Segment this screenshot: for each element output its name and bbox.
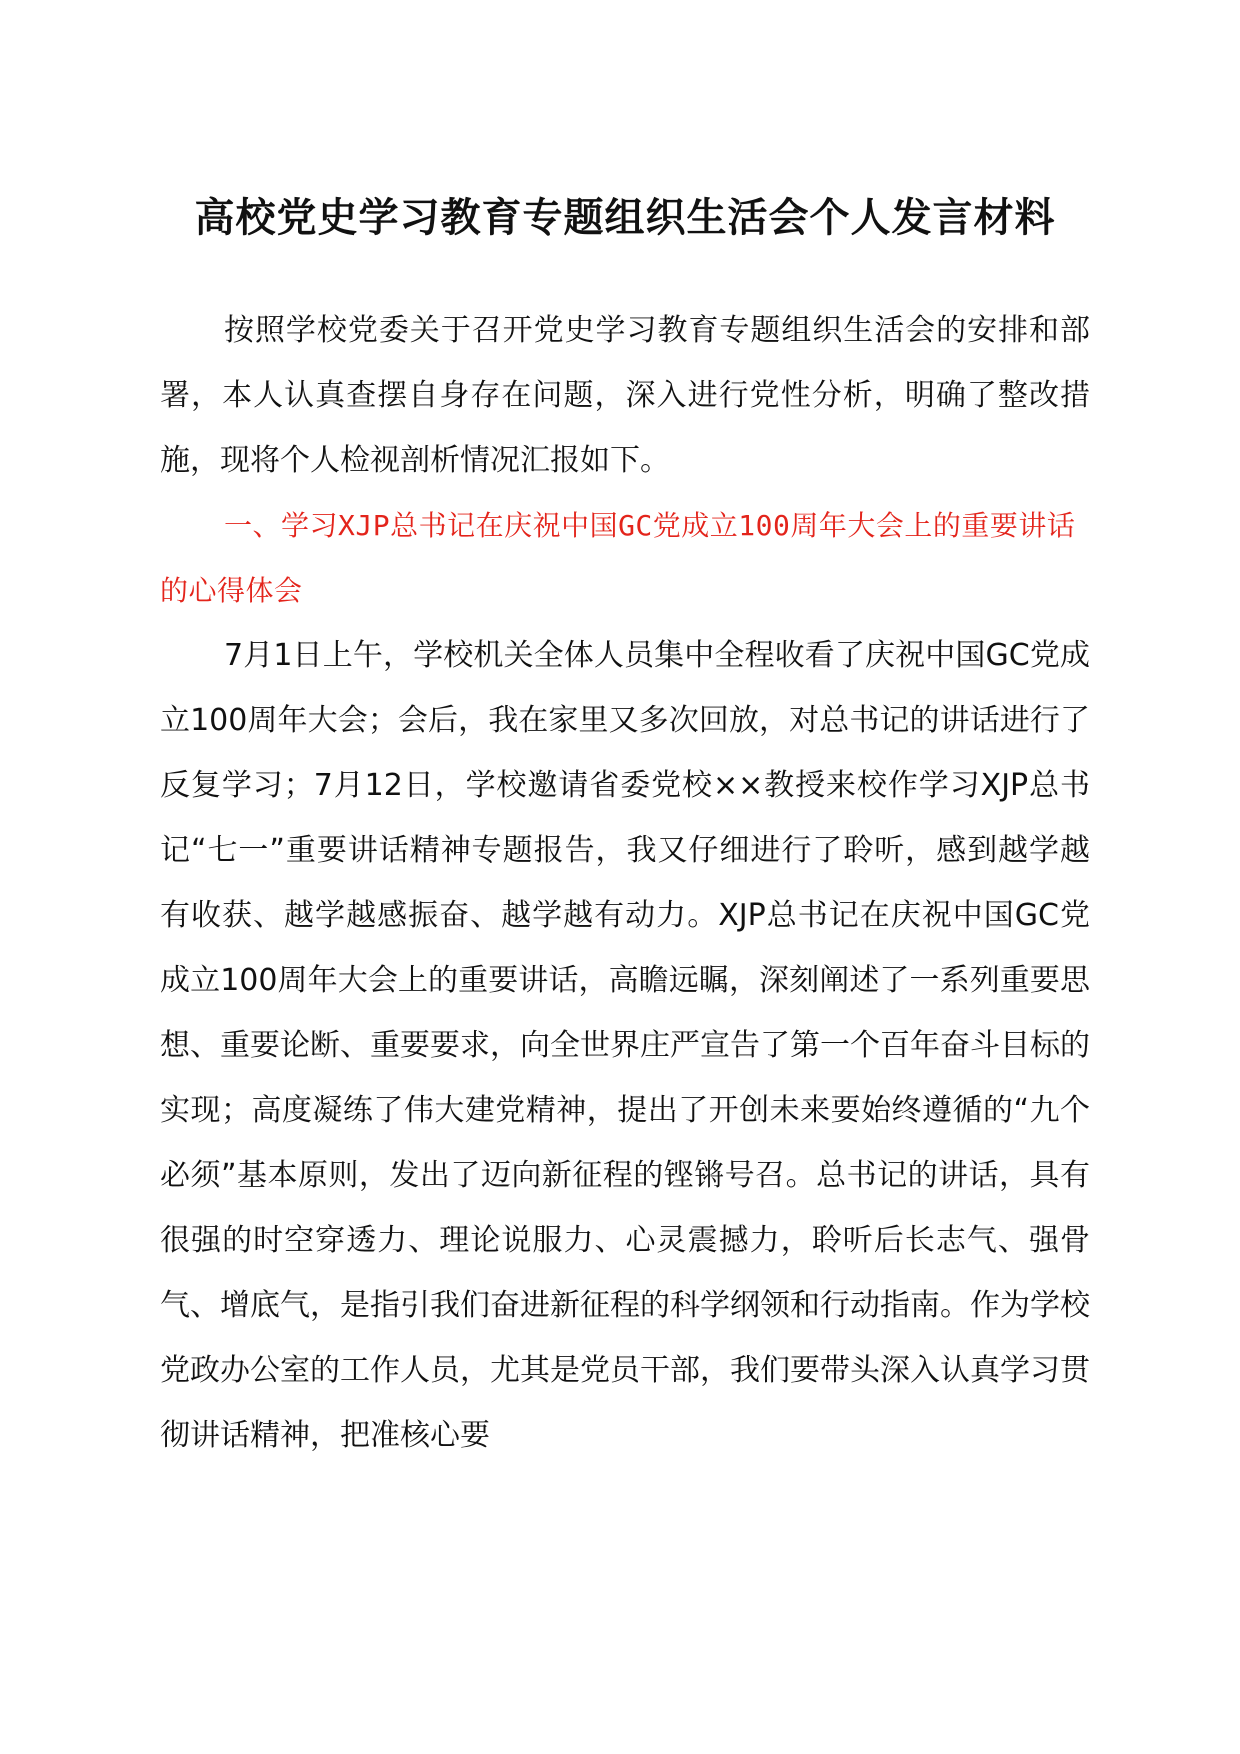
intro-paragraph: 按照学校党委关于召开党史学习教育专题组织生活会的安排和部署，本人认真查摆自身存在问题，深入进行党性分析，明确了整改措施，现将个人检视剖析情况汇报如下。	[160, 313, 1090, 478]
section-heading: 一、学习XJP总书记在庆祝中国GC党成立100周年大会上的重要讲话的心得体会	[160, 509, 1076, 607]
document-body	[160, 186, 1090, 1468]
section-body-paragraph: 7月1日上午，学校机关全体人员集中全程收看了庆祝中国GC党成立100周年大会；会后，我在家里又多次回放，对总书记的讲话进行了反复学习；7月12日，学校邀请省委党校××教授来校作学习XJP总书记“七一”重要讲话精神专题报告，我又仔细进行了聆听，感到越学越有收获、越学越感振奋、越学越有动力。XJP总书记在庆祝中国GC党成立100周年大会上的重要讲话，高瞻远瞩，深刻阐述了一系列重要思想、重要论断、重要要求，向全世界庄严宣告了第一个百年奋斗目标的实现；高度凝练了伟大建党精神，提出了开创未来要始终遵循的“九个必须”基本原则，发出了迈向新征程的铿锵号召。总书记的讲话，具有很强的时空穿透力、理论说服力、心灵震撼力，聆听后长志气、强骨气、增底气，是指引我们奋进新征程的科学纲领和行动指南。作为学校党政办公室的工作人员，尤其是党员干部，我们要带头深入认真学习贯彻讲话精神，把准核心要	[160, 638, 1090, 1453]
document-title: 高校党史学习教育专题组织生活会个人发言材料	[194, 195, 1056, 241]
